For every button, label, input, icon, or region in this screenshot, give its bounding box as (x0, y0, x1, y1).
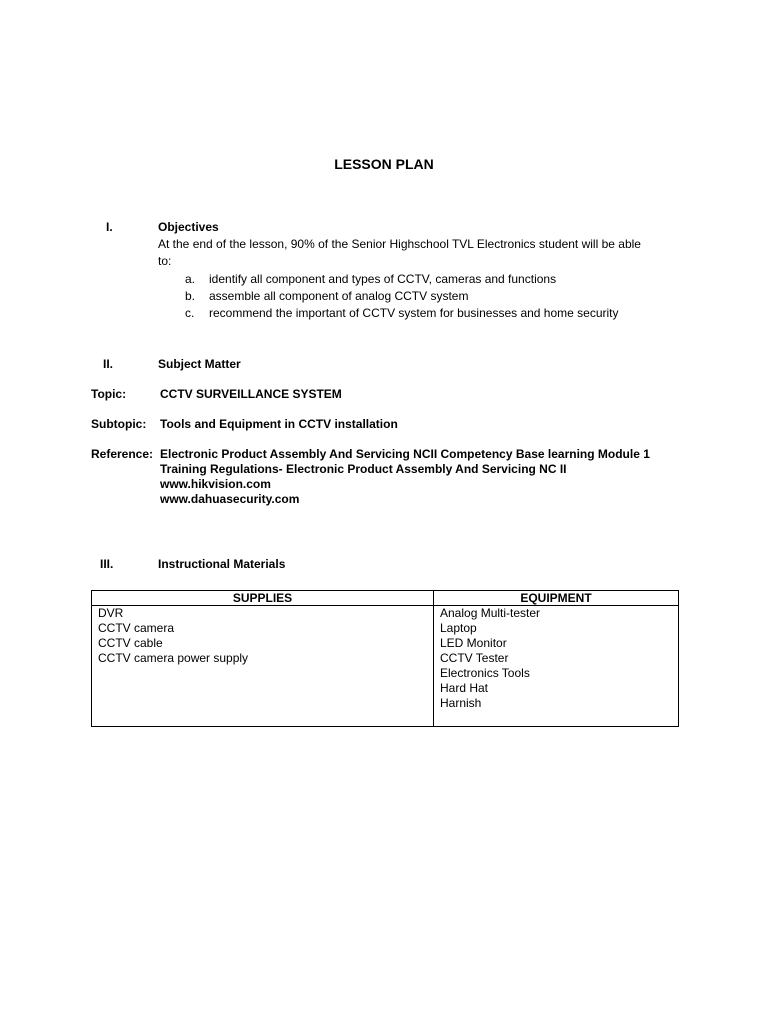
objective-letter: c. (185, 306, 195, 320)
supplies-cell (92, 606, 434, 727)
topic-label: Topic: (91, 387, 127, 401)
supply-item: CCTV cable (98, 636, 163, 650)
reference-item: Training Regulations- Electronic Product Assembly And Servicing NC II (160, 462, 567, 476)
equipment-item: Electronics Tools (440, 666, 530, 680)
table-header-row (92, 591, 679, 606)
section-numeral-subject-matter: II. (103, 357, 114, 371)
objectives-heading: Objectives (158, 220, 219, 234)
objectives-intro-line1: At the end of the lesson, 90% of the Senior Highschool TVL Electronics student will be able (158, 237, 641, 251)
objective-letter: a. (185, 272, 196, 286)
subtopic-label: Subtopic: (91, 417, 147, 431)
equipment-header: EQUIPMENT (434, 591, 679, 606)
supply-item: DVR (98, 606, 124, 620)
equipment-item: Hard Hat (440, 681, 489, 695)
page-title: LESSON PLAN (334, 156, 434, 172)
topic-value: CCTV SURVEILLANCE SYSTEM (160, 387, 342, 401)
equipment-item: LED Monitor (440, 636, 507, 650)
section-numeral-materials: III. (100, 557, 114, 571)
reference-item: Electronic Product Assembly And Servicing NCII Competency Base learning Module 1 (160, 447, 650, 461)
materials-table (91, 590, 679, 727)
equipment-cell (434, 606, 679, 727)
objective-letter: b. (185, 289, 196, 303)
supplies-header: SUPPLIES (92, 591, 434, 606)
equipment-item: Laptop (440, 621, 477, 635)
materials-heading: Instructional Materials (158, 557, 286, 571)
supply-item: CCTV camera power supply (98, 651, 249, 665)
objectives-intro-line2: to: (158, 254, 172, 268)
equipment-item: Analog Multi-tester (440, 606, 541, 620)
table-row (92, 606, 679, 727)
objective-text: recommend the important of CCTV system for businesses and home security (209, 306, 619, 320)
equipment-item: Harnish (440, 696, 482, 710)
reference-link-dahua: www.dahuasecurity.com (160, 492, 300, 506)
supply-item: CCTV camera (98, 621, 175, 635)
subtopic-value: Tools and Equipment in CCTV installation (160, 417, 398, 431)
reference-link-hikvision: www.hikvision.com (160, 477, 271, 491)
objective-text: assemble all component of analog CCTV system (209, 289, 469, 303)
subject-matter-heading: Subject Matter (158, 357, 241, 371)
reference-label: Reference: (91, 447, 154, 461)
section-numeral-objectives: I. (106, 220, 113, 234)
objective-text: identify all component and types of CCTV, cameras and functions (209, 272, 557, 286)
equipment-item: CCTV Tester (440, 651, 509, 665)
